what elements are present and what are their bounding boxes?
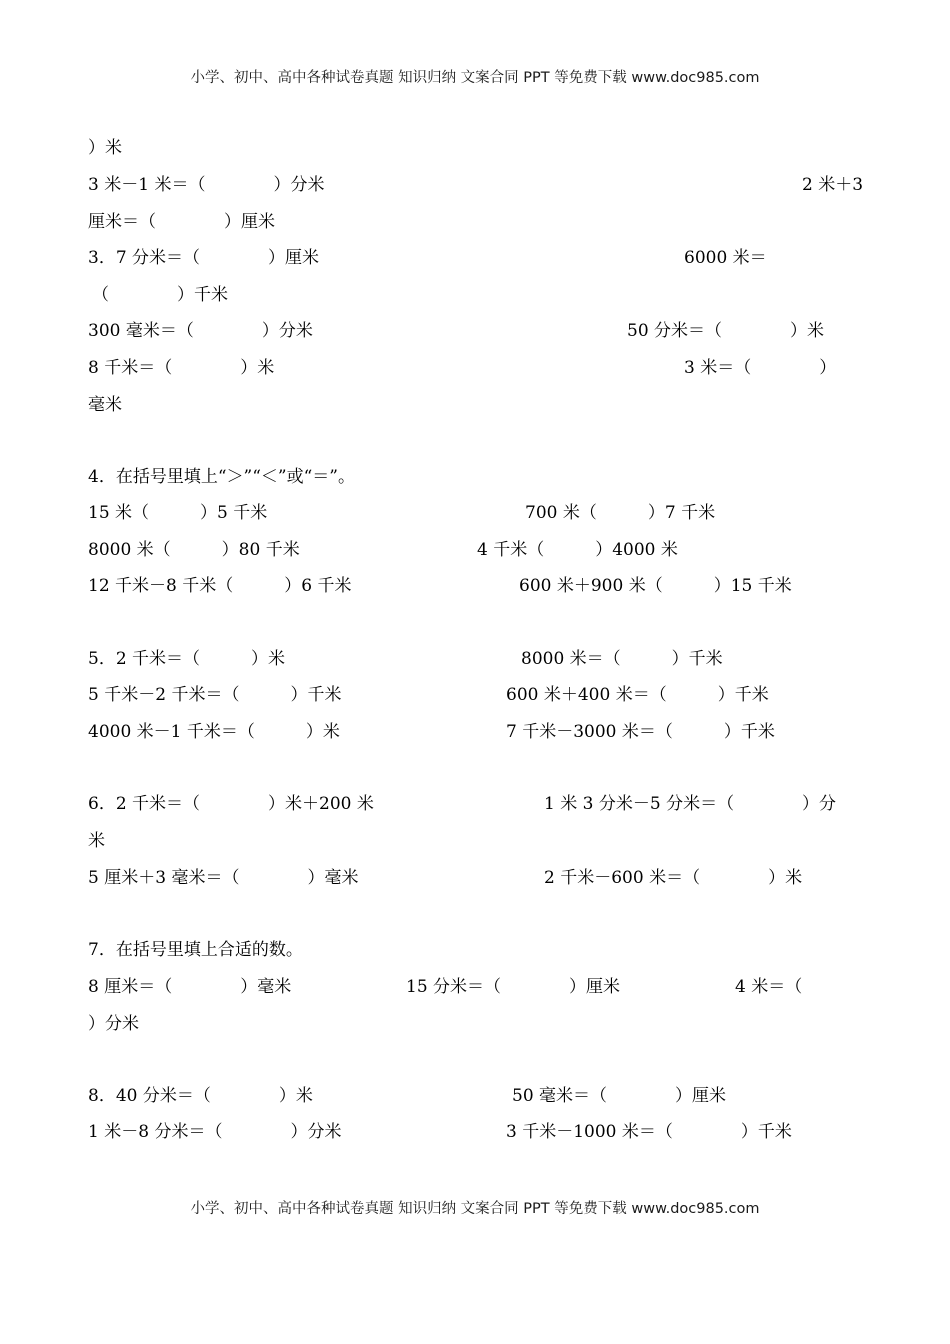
q6-row1-right: 1 米 3 分米－5 分米＝（ ）分	[544, 794, 837, 814]
problem-3-7dm: 3．7 分米＝（ ）厘米	[88, 248, 320, 268]
question-4-title: 4．在括号里填上“＞”“＜”或“＝”。	[88, 467, 355, 487]
footer-banner: 小学、初中、高中各种试卷真题 知识归纳 文案合同 PPT 等免费下载 www.doc985.com	[190, 1201, 760, 1217]
q5-row1-left: 5．2 千米＝（ ）米	[88, 649, 286, 669]
q7-item-15dm: 15 分米＝（ ）厘米	[406, 977, 621, 997]
header-banner: 小学、初中、高中各种试卷真题 知识归纳 文案合同 PPT 等免费下载 www.doc985.com	[190, 70, 760, 86]
problem-6000m-start: 6000 米＝	[684, 248, 767, 268]
q5-row3-left: 4000 米－1 千米＝（ ）米	[88, 722, 340, 742]
problem-3m-start: 3 米＝（ ）	[684, 358, 837, 378]
q4-row2-right: 4 千米（ ）4000 米	[477, 540, 678, 560]
problem-8km: 8 千米＝（ ）米	[88, 358, 275, 378]
q6-row2-left: 5 厘米＋3 毫米＝（ ）毫米	[88, 868, 359, 888]
q6-row2-right: 2 千米－600 米＝（ ）米	[544, 868, 803, 888]
problem-2m-plus-3-start: 2 米＋3	[802, 175, 864, 195]
q8-row1-right: 50 毫米＝（ ）厘米	[512, 1086, 727, 1106]
q5-row2-left: 5 千米－2 千米＝（ ）千米	[88, 685, 342, 705]
problem-2m-plus-3-end: 厘米＝（ ）厘米	[88, 212, 275, 232]
q5-row2-right: 600 米＋400 米＝（ ）千米	[506, 685, 769, 705]
problem-3m-minus-1m: 3 米－1 米＝（ ）分米	[88, 175, 325, 195]
q8-row2-left: 1 米－8 分米＝（ ）分米	[88, 1122, 342, 1142]
problem-50dm: 50 分米＝（ ）米	[627, 321, 825, 341]
q5-row1-right: 8000 米＝（ ）千米	[521, 649, 723, 669]
q4-row1-left: 15 米（ ）5 千米	[88, 503, 268, 523]
q5-row3-right: 7 千米－3000 米＝（ ）千米	[506, 722, 775, 742]
problem-3m-end: 毫米	[88, 395, 122, 415]
q8-row1-left: 8．40 分米＝（ ）米	[88, 1086, 313, 1106]
q6-row1-right-tail: 米	[88, 831, 105, 851]
q6-row1-left: 6．2 千米＝（ ）米＋200 米	[88, 794, 374, 814]
q4-row3-left: 12 千米－8 千米（ ）6 千米	[88, 576, 352, 596]
q7-item-4m-start: 4 米＝（	[735, 977, 803, 997]
q7-item-4m-end: ）分米	[88, 1014, 139, 1034]
line-meter-tail: ）米	[88, 138, 122, 158]
problem-300mm: 300 毫米＝（ ）分米	[88, 321, 313, 341]
problem-6000m-end: （ ）千米	[92, 285, 228, 305]
q7-item-8cm: 8 厘米＝（ ）毫米	[88, 977, 292, 997]
q4-row1-right: 700 米（ ）7 千米	[525, 503, 716, 523]
q8-row2-right: 3 千米－1000 米＝（ ）千米	[506, 1122, 792, 1142]
q4-row3-right: 600 米＋900 米（ ）15 千米	[519, 576, 792, 596]
q4-row2-left: 8000 米（ ）80 千米	[88, 540, 300, 560]
question-7-title: 7．在括号里填上合适的数。	[88, 940, 303, 960]
